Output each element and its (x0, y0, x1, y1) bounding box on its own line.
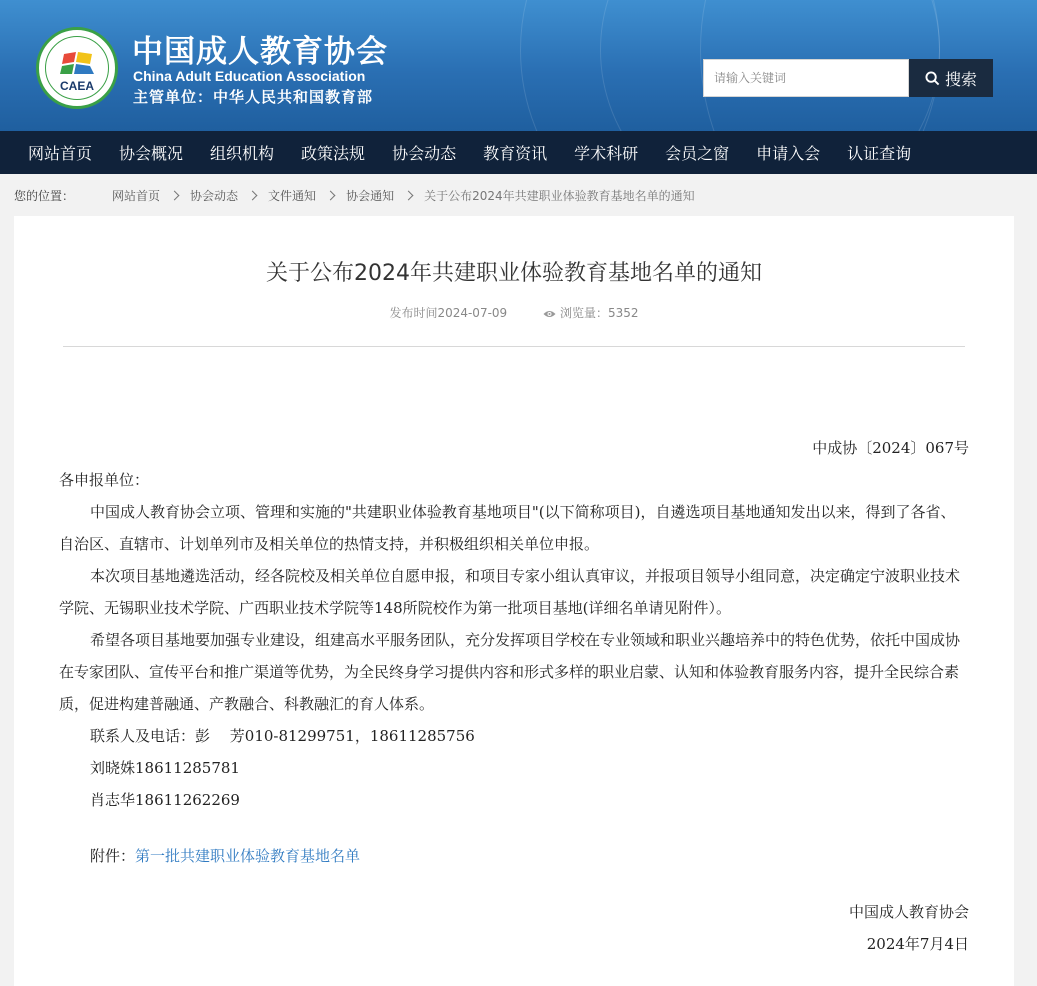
paragraph-1: 中国成人教育协会立项、管理和实施的"共建职业体验教育基地项目"(以下简称项目)，自遴选项目基地通知发出以来，得到了各省、自治区、直辖市、计划单列市及相关单位的热情支持，并积极组织相关单位申报。 (59, 503, 956, 553)
nav-item-join[interactable]: 申请入会 (756, 144, 821, 163)
chevron-right-icon (404, 190, 414, 200)
nav-item-education-info[interactable]: 教育资讯 (483, 144, 548, 163)
breadcrumb-item-notices[interactable]: 协会通知 (346, 188, 395, 203)
search-icon (925, 71, 940, 86)
search-button-label: 搜索 (944, 69, 977, 89)
breadcrumb-item-home[interactable]: 网站首页 (112, 188, 161, 203)
document-date: 2024年7月4日 (866, 935, 969, 953)
article-meta (14, 304, 1014, 321)
breadcrumb (0, 174, 1037, 216)
paragraph-2: 本次项目基地遴选活动，经各院校及相关单位自愿申报，和项目专家小组认真审议，并报项目领导小组同意，决定确定宁波职业技术学院、无锡职业技术学院、广西职业技术学院等148所院校作为第一批项目基地(详细名单请见附件）。 (59, 567, 961, 617)
attachment-link[interactable]: 第一批共建职业体验教育基地名单 (135, 847, 361, 865)
article-container (14, 216, 1014, 986)
supervisor-text: 主管单位：中华人民共和国教育部 (133, 88, 374, 106)
article-title: 关于公布2024年共建职业体验教育基地名单的通知 (266, 261, 762, 286)
breadcrumb-prefix: 您的位置： (14, 188, 75, 203)
breadcrumb-item-news[interactable]: 协会动态 (190, 188, 239, 203)
main-nav (0, 131, 1037, 174)
nav-item-news[interactable]: 协会动态 (392, 144, 457, 163)
nav-item-research[interactable]: 学术科研 (574, 144, 639, 163)
signature: 中国成人教育协会 (848, 903, 969, 921)
eye-icon (543, 309, 556, 319)
title-divider (63, 346, 965, 347)
contact-line-3: 肖志华18611262269 (90, 791, 240, 809)
site-header (0, 0, 1037, 131)
salutation: 各申报单位： (59, 471, 150, 489)
view-count: 浏览量：5352 (560, 306, 639, 320)
breadcrumb-item-documents[interactable]: 文件通知 (268, 188, 317, 203)
logo-mark-icon (60, 50, 96, 76)
nav-item-organization[interactable]: 组织机构 (210, 144, 275, 163)
nav-item-certification[interactable]: 认证查询 (847, 144, 912, 163)
chevron-right-icon (170, 190, 180, 200)
paragraph-3: 希望各项目基地要加强专业建设，组建高水平服务团队，充分发挥项目学校在专业领域和职业兴趣培养中的特色优势，依托中国成协在专家团队、宣传平台和推广渠道等优势，为全民终身学习提供内容和形式多样的职业启蒙、认知和体验教育服务内容，提升全民综合素质，促进构建普融通、产教融合、科教融汇的育人体系。 (59, 631, 961, 713)
nav-item-home[interactable]: 网站首页 (28, 144, 93, 163)
attachment-label: 附件： (90, 847, 136, 865)
caea-logo[interactable] (36, 27, 118, 109)
nav-item-policy[interactable]: 政策法规 (301, 144, 366, 163)
chevron-right-icon (248, 190, 258, 200)
search-button[interactable] (909, 59, 993, 97)
document-number: 中成协〔2024〕067号 (812, 439, 969, 457)
site-name-en: China Adult Education Association (133, 68, 366, 84)
attachment-row (59, 840, 969, 872)
search-input[interactable] (703, 59, 909, 97)
chevron-right-icon (326, 190, 336, 200)
nav-item-members[interactable]: 会员之窗 (665, 144, 730, 163)
logo-abbr: CAEA (59, 79, 94, 93)
publish-time: 发布时间2024-07-09 (389, 306, 508, 320)
breadcrumb-current: 关于公布2024年共建职业体验教育基地名单的通知 (424, 188, 695, 203)
site-name-cn: 中国成人教育协会 (132, 34, 388, 70)
nav-item-about[interactable]: 协会概况 (119, 144, 184, 163)
contact-line-2: 刘晓姝18611285781 (90, 759, 240, 777)
contact-line-1: 联系人及电话：彭 芳010-81299751，18611285756 (90, 727, 475, 745)
